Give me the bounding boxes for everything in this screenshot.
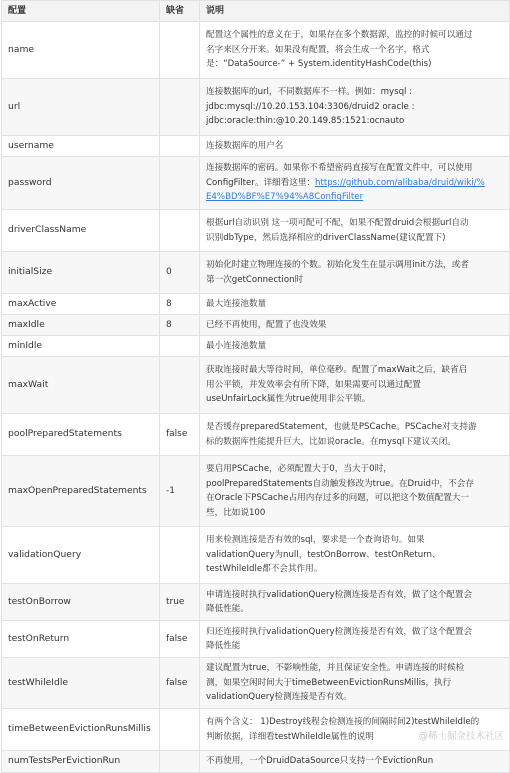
description-line: 第一次getConnection时 — [206, 274, 304, 285]
config-name-cell: poolPreparedStatements — [2, 414, 160, 456]
description-cell — [200, 751, 510, 773]
table-row — [2, 357, 510, 414]
table-row — [2, 79, 510, 136]
default-value-cell: 8 — [160, 294, 200, 315]
description-line: 名字来区分开来。如果没有配置，将会生成一个名字，格式 — [206, 44, 430, 55]
description-cell — [200, 527, 510, 584]
description-cell — [200, 22, 510, 79]
default-value-cell — [160, 157, 200, 210]
header-description: 说明 — [200, 1, 510, 22]
default-value-cell: false — [160, 658, 200, 709]
config-name-cell: minIdle — [2, 336, 160, 357]
config-name-cell: testWhileIdle — [2, 658, 160, 709]
description-line: testWhileIdle都不会其作用。 — [206, 564, 323, 575]
config-name-cell: maxIdle — [2, 315, 160, 336]
description-line: 要启用PSCache，必须配置大于0，当大于0时， — [206, 464, 392, 474]
table-row — [2, 414, 510, 456]
default-value-cell: true — [160, 584, 200, 621]
description-cell — [200, 456, 510, 527]
default-value-cell: -1 — [160, 456, 200, 527]
config-table — [1, 0, 510, 773]
description-line: 已经不再使用，配置了也没效果 — [206, 319, 327, 330]
description-line: 申请连接时执行validationQuery检测连接是否有效，做了这个配置会 — [206, 589, 473, 600]
watermark: @稀土掘金技术社区 — [418, 731, 504, 742]
description-cell — [200, 621, 510, 658]
description-line: 连接数据库的用户名 — [206, 140, 284, 151]
default-value-cell — [160, 527, 200, 584]
config-name-cell: driverClassName — [2, 210, 160, 252]
config-name-cell: password — [2, 157, 160, 210]
default-value-cell: false — [160, 621, 200, 658]
description-line: 连接数据库的url，不同数据库不一样。例如：mysql : — [206, 87, 413, 98]
description-line: ConfigFilter。详细看这里： — [206, 177, 316, 188]
description-line: 最小连接池数量 — [206, 340, 267, 351]
description-line: 用来检测连接是否有效的sql，要求是一个查询语句。如果 — [206, 535, 425, 546]
description-cell — [200, 79, 510, 136]
table-row — [2, 709, 510, 751]
table-row — [2, 527, 510, 584]
description-line: 获取连接时最大等待时间，单位毫秒。配置了maxWait之后，缺省启 — [206, 365, 468, 376]
config-filter-wiki-link[interactable]: https://github.com/alibaba/druid/wiki/% — [315, 177, 485, 188]
table-row — [2, 658, 510, 709]
description-line: 识别dbType，然后选择相应的driverClassName(建议配置下) — [206, 232, 446, 243]
description-line: 不再使用，一个DruidDataSource只支持一个EvictionRun — [206, 756, 434, 767]
table-row — [2, 456, 510, 527]
default-value-cell — [160, 751, 200, 773]
description-line: 在Oracle下PSCache占用内存过多的问题，可以把这个数值配置大一 — [206, 493, 469, 503]
config-filter-wiki-link[interactable]: E4%BD%BF%E7%94%A8ConfigFilter — [206, 192, 364, 203]
config-name-cell: timeBetweenEvictionRunsMillis — [2, 709, 160, 751]
description-line: poolPreparedStatements自动触发修改为true。在Druid中，不会存 — [206, 478, 474, 489]
description-cell — [200, 414, 510, 456]
description-line: 是否缓存preparedStatement，也就是PSCache。PSCache对支持游 — [206, 422, 477, 432]
header-row — [2, 1, 510, 22]
config-name-cell: name — [2, 22, 160, 79]
description-line: 有两个含义： 1)Destroy线程会检测连接的间隔时间2)testWhileIdle的 — [206, 717, 480, 727]
description-cell — [200, 210, 510, 252]
description-line: 初始化时建立物理连接的个数。初始化发生在显示调用init方法，或者 — [206, 260, 469, 270]
config-name-cell: testOnReturn — [2, 621, 160, 658]
config-name-cell: validationQuery — [2, 527, 160, 584]
header-default: 缺省 — [160, 1, 200, 22]
description-line: 是：“DataSource-” + System.identityHashCode(this) — [206, 59, 432, 70]
table-row — [2, 157, 510, 210]
table-row — [2, 315, 510, 336]
description-line: useUnfairLock属性为true使用非公平锁。 — [206, 394, 371, 405]
description-line: 最大连接池数量 — [206, 298, 267, 309]
table-row — [2, 621, 510, 658]
description-cell — [200, 336, 510, 357]
description-line: 配置这个属性的意义在于，如果存在多个数据源，监控的时候可以通过 — [206, 30, 473, 41]
table-row — [2, 294, 510, 315]
description-cell — [200, 658, 510, 709]
description-line: validationQuery检测连接是否有效。 — [206, 692, 352, 703]
description-cell — [200, 315, 510, 336]
description-cell — [200, 357, 510, 414]
table-row — [2, 584, 510, 621]
description-line: validationQuery为null，testOnBorrow、testOnReturn、 — [206, 549, 441, 560]
description-line: jdbc:oracle:thin:@10.20.149.85:1521:ocnauto — [206, 116, 405, 127]
description-cell — [200, 252, 510, 294]
config-name-cell: username — [2, 136, 160, 157]
table-row — [2, 751, 510, 773]
config-name-cell: maxActive — [2, 294, 160, 315]
description-line: 测，如果空闲时间大于timeBetweenEvictionRunsMillis，执行 — [206, 677, 452, 688]
default-value-cell — [160, 336, 200, 357]
description-cell — [200, 584, 510, 621]
description-line: 根据url自动识别 这一项可配可不配，如果不配置druid会根据url自动 — [206, 218, 469, 228]
table-row — [2, 22, 510, 79]
description-line: 些，比如说100 — [206, 507, 266, 518]
description-line: 建议配置为true，不影响性能，并且保证安全性。申请连接的时候检 — [206, 663, 465, 674]
description-cell — [200, 136, 510, 157]
description-cell — [200, 294, 510, 315]
description-line: 归还连接时执行validationQuery检测连接是否有效，做了这个配置会 — [206, 626, 473, 637]
default-value-cell — [160, 79, 200, 136]
description-cell — [200, 709, 510, 751]
config-name-cell: url — [2, 79, 160, 136]
default-value-cell: 8 — [160, 315, 200, 336]
description-line: 判断依据，详细看testWhileIdle属性的说明 — [206, 731, 374, 742]
description-line: 标的数据库性能提升巨大，比如说oracle。在mysql下建议关闭。 — [206, 436, 456, 447]
table-row — [2, 252, 510, 294]
default-value-cell — [160, 136, 200, 157]
table-body — [2, 22, 510, 773]
default-value-cell — [160, 22, 200, 79]
table-row — [2, 210, 510, 252]
header-config: 配置 — [2, 1, 160, 22]
config-name-cell: maxOpenPreparedStatements — [2, 456, 160, 527]
config-name-cell: testOnBorrow — [2, 584, 160, 621]
default-value-cell — [160, 210, 200, 252]
default-value-cell — [160, 357, 200, 414]
description-line: 降低性能。 — [206, 604, 249, 614]
description-line: 用公平锁，并发效率会有所下降，如果需要可以通过配置 — [206, 379, 421, 390]
config-name-cell: initialSize — [2, 252, 160, 294]
table-row — [2, 136, 510, 157]
config-name-cell: maxWait — [2, 357, 160, 414]
default-value-cell: 0 — [160, 252, 200, 294]
description-line: 连接数据库的密码。如果你不希望密码直接写在配置文件中，可以使用 — [206, 163, 473, 174]
table-row — [2, 336, 510, 357]
description-cell — [200, 157, 510, 210]
config-name-cell: numTestsPerEvictionRun — [2, 751, 160, 773]
description-line: 降低性能 — [206, 641, 241, 651]
description-line: jdbc:mysql://10.20.153.104:3306/druid2 oracle : — [206, 101, 415, 112]
default-value-cell: false — [160, 414, 200, 456]
default-value-cell — [160, 709, 200, 751]
